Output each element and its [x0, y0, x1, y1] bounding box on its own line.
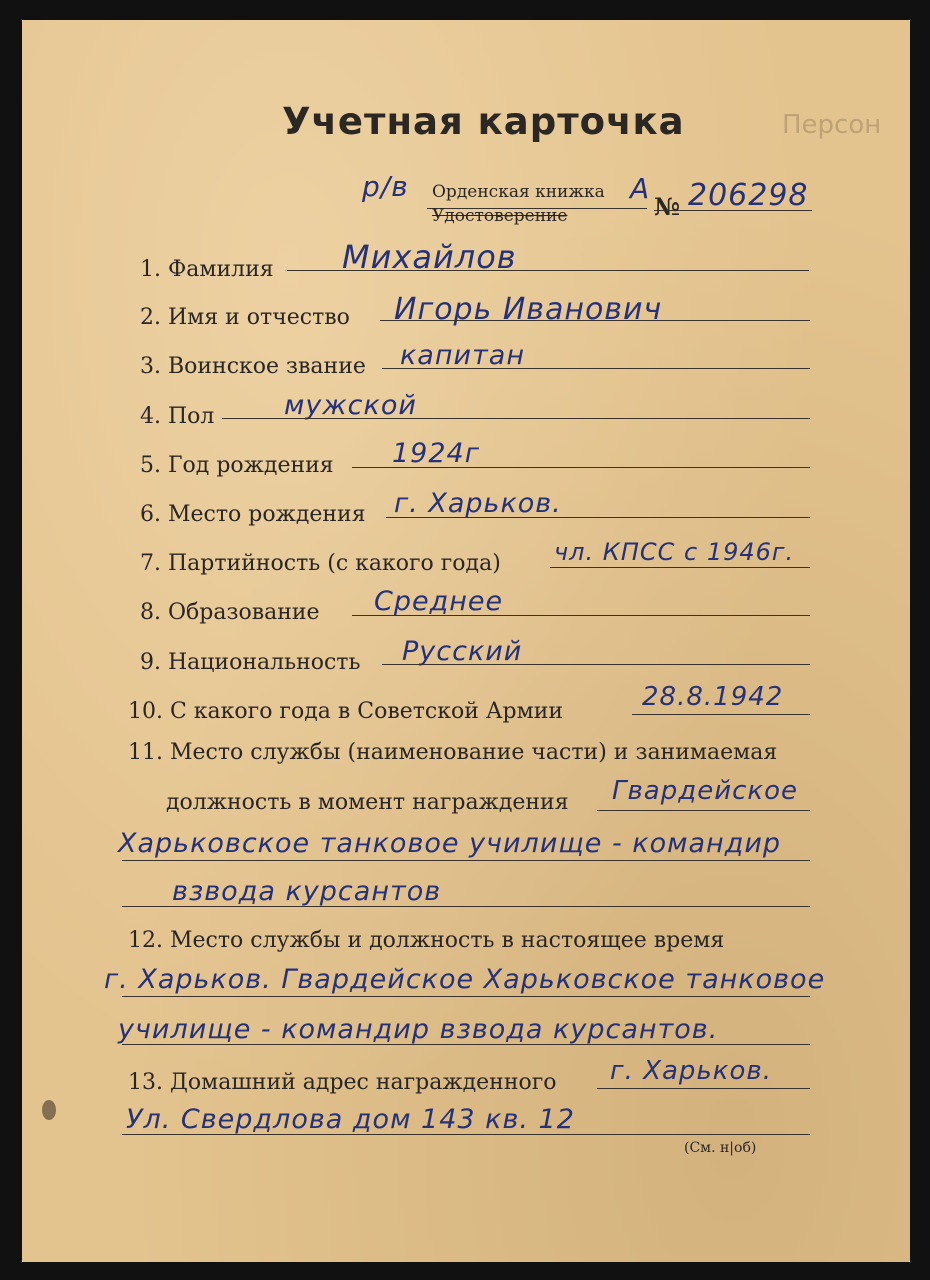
field-line-current-service-1 [122, 996, 810, 997]
field-line-party [550, 567, 810, 568]
rb-mark: р/в [362, 170, 409, 203]
field-line-birthplace [386, 517, 810, 518]
bleed-through-text: Персон [782, 110, 882, 140]
field-value-nationality: Русский [402, 636, 523, 667]
field-label-name-patronymic: 2. Имя и отчество [140, 305, 350, 330]
number-prefix: № [654, 192, 681, 221]
field-line-service-place-2 [122, 860, 810, 861]
field-label-service-place-line1: 11. Место службы (наименование части) и занимаемая [128, 740, 778, 765]
number-line [654, 210, 812, 211]
field-line-education [352, 615, 810, 616]
field-label-home-address: 13. Домашний адрес награжденного [128, 1070, 557, 1095]
field-value-birthplace: г. Харьков. [394, 488, 562, 519]
field-line-service-place-3 [122, 906, 810, 907]
field-line-birth-year [352, 467, 810, 468]
series-value: А [630, 172, 651, 205]
field-line-service-place-1 [597, 810, 810, 811]
field-label-party: 7. Партийность (с какого года) [140, 551, 501, 576]
field-label-nationality: 9. Национальность [140, 650, 361, 675]
field-line-rank [382, 368, 810, 369]
doc-type-certificate: Удостоверение [432, 206, 568, 226]
field-value-current-service-line2: училище - командир взвода курсантов. [118, 1014, 719, 1045]
field-line-sex [222, 418, 810, 419]
field-value-sex: мужской [284, 390, 417, 421]
field-value-rank: капитан [400, 340, 525, 371]
field-value-service-place-line3: взвода курсантов [172, 876, 442, 907]
field-label-surname: 1. Фамилия [140, 257, 274, 282]
field-line-army-since [632, 714, 810, 715]
field-line-nationality [382, 664, 810, 665]
card-title: Учетная карточка [282, 100, 685, 143]
field-value-home-address-line1: г. Харьков. [610, 1056, 772, 1086]
field-value-home-address-line2: Ул. Свердлова дом 143 кв. 12 [126, 1104, 575, 1135]
field-value-education: Среднее [374, 586, 504, 617]
field-value-current-service-line1: г. Харьков. Гвардейское Харьковское танковое [104, 964, 826, 995]
field-value-service-place-line2: Харьковское танковое училище - командир [118, 828, 782, 859]
field-value-service-place-line1: Гвардейское [612, 776, 799, 806]
field-label-current-service: 12. Место службы и должность в настоящее время [128, 928, 725, 953]
field-label-birth-year: 5. Год рождения [140, 453, 334, 478]
field-line-current-service-2 [122, 1044, 810, 1045]
field-label-education: 8. Образование [140, 600, 320, 625]
doc-type-order-book: Орденская книжка [432, 182, 605, 202]
field-line-name-patronymic [380, 320, 810, 321]
field-line-surname [287, 270, 809, 271]
field-line-home-address-1 [597, 1088, 810, 1089]
field-label-sex: 4. Пол [140, 404, 215, 429]
paper-stain [42, 1100, 56, 1120]
field-value-name-patronymic: Игорь Иванович [394, 292, 663, 327]
field-value-surname: Михайлов [342, 238, 517, 276]
field-label-service-place-line2: должность в момент награждения [166, 790, 569, 815]
field-line-home-address-2 [122, 1134, 810, 1135]
number-value: 206298 [688, 178, 809, 213]
field-value-army-since: 28.8.1942 [642, 682, 784, 712]
record-card [22, 20, 910, 1262]
field-value-birth-year: 1924г [392, 438, 480, 469]
field-label-birthplace: 6. Место рождения [140, 502, 366, 527]
field-label-rank: 3. Воинское звание [140, 354, 366, 379]
field-label-army-since: 10. С какого года в Советской Армии [128, 699, 564, 724]
field-value-party: чл. КПСС с 1946г. [554, 538, 795, 566]
footer-note: (См. н|об) [684, 1140, 757, 1156]
